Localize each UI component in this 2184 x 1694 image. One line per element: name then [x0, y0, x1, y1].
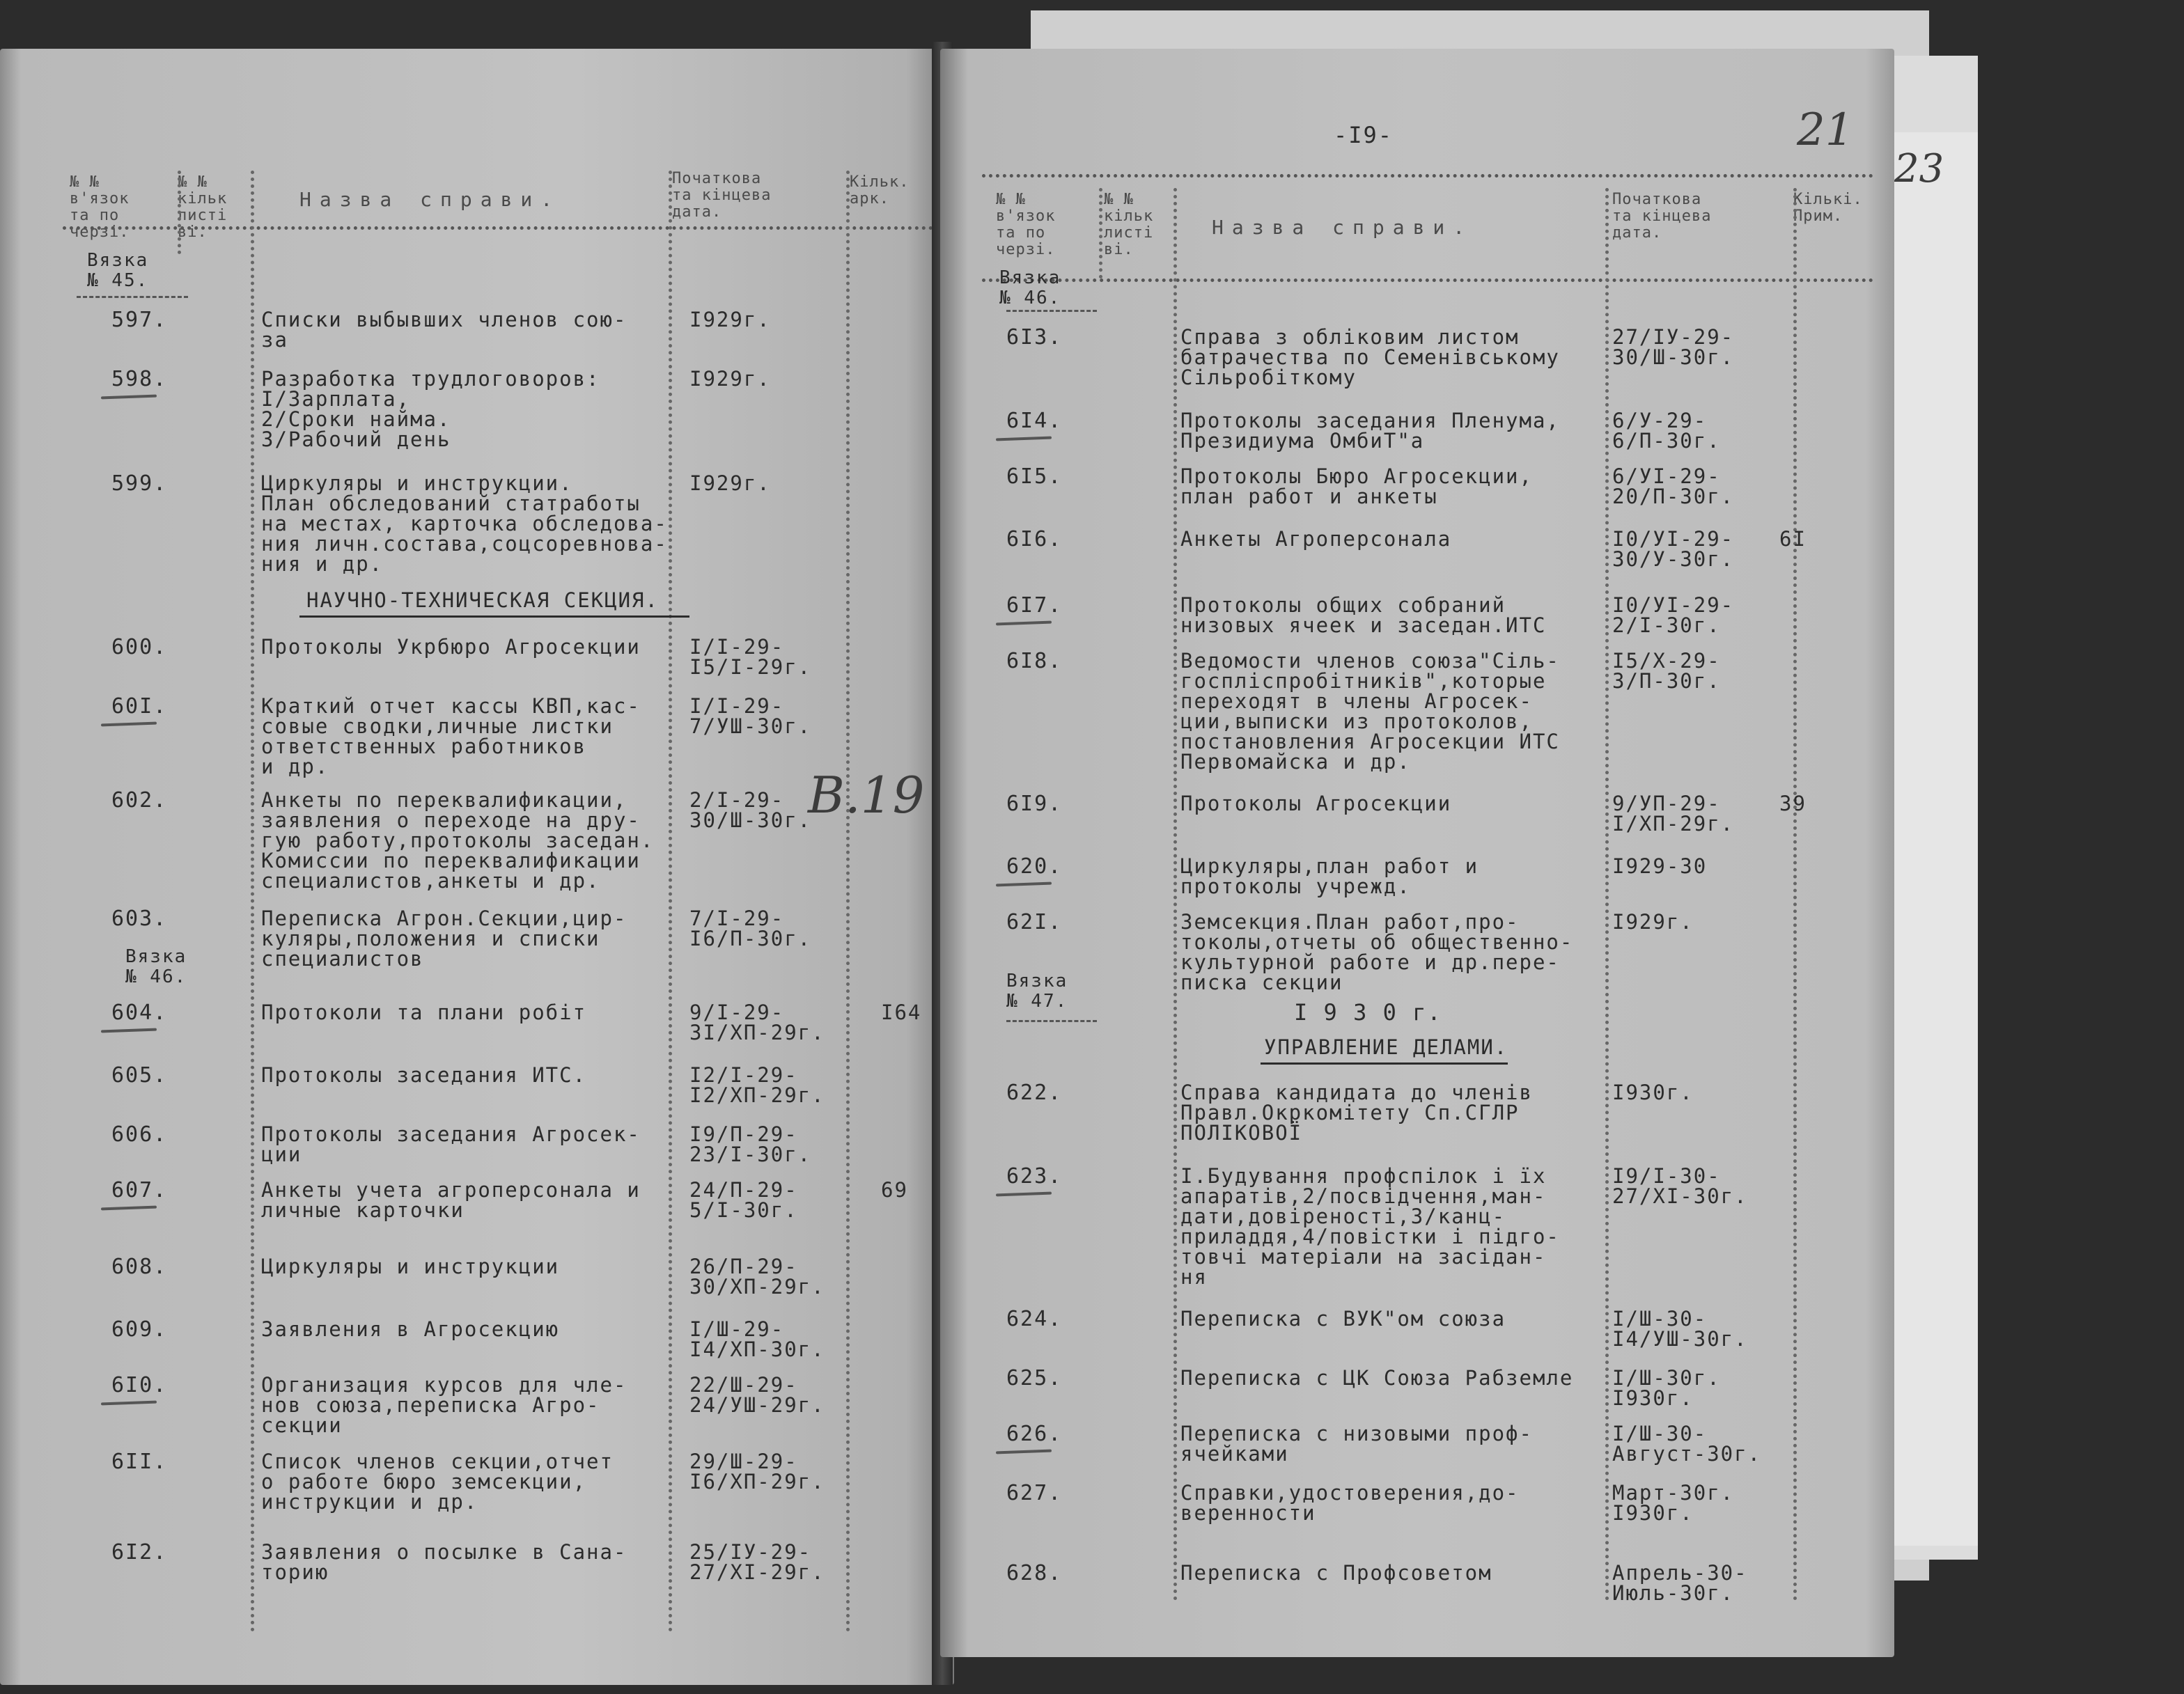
entry-title: Список членов секции,отчет о работе бюро земсекции, инструкции и др. [261, 1450, 614, 1514]
section-underline [299, 615, 689, 618]
entry-dates: I/I-29- 7/УШ-30г. [689, 694, 812, 738]
pencil-mark [101, 1401, 157, 1406]
header-separator [982, 279, 1873, 282]
entry-number: 62I. [1006, 910, 1063, 934]
entry-title: Анкеты Агроперсонала [1180, 527, 1452, 551]
entry-title: Циркуляры и инструкции. План обследований статработы на местах, карточка обследова- ния личн.состава,соцсоревнова- ния и др. [261, 471, 668, 576]
entry-dates: I9/П-29- 23/I-30г. [689, 1122, 812, 1166]
entry-dates: 7/I-29- I6/П-30г. [689, 907, 812, 950]
entry-number: 624. [1006, 1307, 1063, 1331]
entry-dates: I0/УI-29- 2/I-30г. [1612, 593, 1735, 637]
entry-title: Протоколи та плани робіт [261, 1001, 587, 1024]
header-sheets: Кількі. Прим. [1793, 191, 1863, 225]
entry-title: Протоколы Укрбюро Агросекции [261, 635, 641, 659]
year-title: I 9 3 0 г. [1294, 999, 1442, 1026]
entry-dates: I/Ш-29- I4/ХП-30г. [689, 1317, 825, 1361]
entry-number: 6I6. [1006, 527, 1063, 551]
section-underline [1261, 1062, 1508, 1065]
handwritten-side-ref: 23 [1894, 146, 1944, 191]
entry-dates: Апрель-30- Июль-30г. [1612, 1561, 1748, 1605]
bundle-label: Вязка № 46. [125, 946, 187, 987]
entry-number: 6I7. [1006, 593, 1063, 618]
entry-title: Земсекция.План работ,про- токолы,отчеты об общественно- культурной работе и др.пере- писка секции [1180, 910, 1574, 994]
header-dates: Початкова та кінцева дата. [672, 170, 772, 221]
entry-title: Протоколы Бюро Агросекции, план работ и анкеты [1180, 464, 1533, 508]
entry-number: 602. [111, 788, 168, 813]
entry-dates: 6/У-29- 6/П-30г. [1612, 409, 1721, 453]
entry-dates: I929г. [689, 308, 771, 331]
entry-number: 603. [111, 907, 168, 931]
entry-number: 625. [1006, 1366, 1063, 1390]
entry-number: 6II. [111, 1450, 168, 1474]
bundle-label: Вязка № 45. [87, 250, 149, 291]
entry-dates: 9/УП-29- I/ХП-29г. [1612, 792, 1735, 836]
entry-number: 623. [1006, 1164, 1063, 1189]
header-bundle-number: № № в'язок та по черзі. [70, 173, 130, 241]
entry-title: Переписка Агрон.Секции,цир- куляры,положения и списки специалистов [261, 907, 627, 971]
entry-number: 606. [111, 1122, 168, 1147]
pencil-mark [996, 437, 1052, 441]
entry-dates: 29/Ш-29- I6/ХП-29г. [689, 1450, 825, 1493]
entry-dates: I929г. [689, 471, 771, 495]
entry-number: 597. [111, 308, 168, 332]
entry-dates: 27/IУ-29- 30/Ш-30г. [1612, 325, 1735, 369]
column-divider [1605, 188, 1609, 1601]
entry-title: Организация курсов для чле- нов союза,переписка Агро- секции [261, 1373, 627, 1437]
entry-title: Разработка трудлоговоров: I/Зарплата, 2/Сроки найма. 3/Рабочий день [261, 367, 600, 451]
header-sheet-number: № № кільк листі ві. [1104, 191, 1154, 258]
entry-dates: I9/I-30- 27/ХI-30г. [1612, 1164, 1748, 1208]
section-title: УПРАВЛЕНИЕ ДЕЛАМИ. [1264, 1035, 1508, 1059]
bundle-separator [1006, 1020, 1097, 1022]
entry-number: 600. [111, 635, 168, 659]
pencil-mark [101, 722, 157, 727]
entry-title: Списки выбывших членов сою- за [261, 308, 627, 352]
bundle-label: Вязка № 46. [999, 267, 1061, 308]
entry-number: 6I4. [1006, 409, 1063, 433]
entry-title: Циркуляры,план работ и протоколы учрежд. [1180, 854, 1479, 898]
pencil-mark [101, 395, 157, 400]
header-bundle-number: № № в'язок та по черзі. [996, 191, 1056, 258]
entry-dates: 6/УI-29- 20/П-30г. [1612, 464, 1735, 508]
entry-title: Протоколы заседания Агросек- ции [261, 1122, 641, 1166]
entry-dates: I929г. [1612, 910, 1694, 934]
entry-title: Справки,удостоверения,до- веренности [1180, 1481, 1520, 1525]
column-divider [1099, 188, 1102, 279]
column-divider [251, 171, 254, 1633]
entry-dates: 26/П-29- 30/ХП-29г. [689, 1255, 825, 1299]
entry-number: 599. [111, 471, 168, 496]
header-case-title: Назва справи. [1212, 216, 1474, 239]
underlying-sheet [1880, 132, 1978, 1546]
entry-title: Ведомости членов союза"Сіль- госпліспробітників",которые переходят в члены Агросек- ции,выписки из протоколов, постановления Агросекции ИТС Первомайска и др. [1180, 649, 1560, 774]
column-divider [846, 171, 850, 1633]
entry-number: 598. [111, 367, 168, 391]
entry-dates: I/Ш-30- Август-30г. [1612, 1422, 1762, 1466]
entry-dates: I/Ш-30- I4/УШ-30г. [1612, 1307, 1748, 1351]
column-divider [1793, 188, 1797, 1601]
entry-number: 607. [111, 1178, 168, 1202]
entry-number: 6I5. [1006, 464, 1063, 489]
entry-number: 6I3. [1006, 325, 1063, 350]
entry-dates: 24/П-29- 5/I-30г. [689, 1178, 798, 1222]
entry-title: Краткий отчет кассы КВП,кас- совые сводки,личные листки ответственных работников и др. [261, 694, 641, 778]
header-case-title: Назва справи. [299, 188, 561, 211]
bundle-separator [77, 296, 188, 298]
entry-title: Заявления о посылке в Сана- торию [261, 1540, 627, 1584]
entry-number: 622. [1006, 1081, 1063, 1105]
entry-number: 609. [111, 1317, 168, 1342]
entry-title: Справа кандидата до членів Правл.Окркомітету Сп.СГЛР ПОЛІКОВОЇ [1180, 1081, 1533, 1145]
entry-sheets: 39 [1779, 792, 1807, 815]
entry-dates: I929-30 [1612, 854, 1708, 878]
header-dates: Початкова та кінцева дата. [1612, 191, 1712, 242]
entry-dates: 2/I-29- 30/Ш-30г. [689, 788, 812, 832]
right-page [940, 49, 1894, 1657]
entry-number: 6I2. [111, 1540, 168, 1564]
entry-dates: I929г. [689, 367, 771, 391]
section-title: НАУЧНО-ТЕХНИЧЕСКАЯ СЕКЦИЯ. [306, 588, 659, 612]
header-top-rule [982, 174, 1873, 178]
entry-title: Переписка с ЦК Союза Рабземле [1180, 1366, 1574, 1390]
pencil-mark [101, 1028, 157, 1033]
column-divider [669, 171, 672, 1633]
entry-title: Заявления в Агросекцию [261, 1317, 560, 1341]
entry-title: I.Будування профспілок і їх апаратів,2/посвідчення,ман- дати,довіреності,3/канц- приладдя,4/повістки і підго- товчі матеріали на засідан- ня [1180, 1164, 1560, 1289]
entry-title: Справа з обліковим листом батрачества по Семенівському Сільробіткому [1180, 325, 1560, 389]
entry-dates: 9/I-29- 3I/ХП-29г. [689, 1001, 825, 1044]
bundle-label: Вязка № 47. [1006, 971, 1068, 1012]
entry-dates: I5/Х-29- 3/П-30г. [1612, 649, 1721, 693]
entry-sheets: 69 [881, 1178, 908, 1202]
handwritten-margin-mark: В.19 [808, 766, 925, 824]
entry-sheets: I64 [881, 1001, 922, 1024]
entry-number: 60I. [111, 694, 168, 719]
entry-dates: Март-30г. I930г. [1612, 1481, 1735, 1525]
entry-number: 626. [1006, 1422, 1063, 1446]
entry-dates: I0/УI-29- 30/У-30г. [1612, 527, 1735, 571]
entry-number: 605. [111, 1063, 168, 1088]
entry-dates: I930г. [1612, 1081, 1694, 1104]
left-page [0, 49, 954, 1685]
entry-number: 620. [1006, 854, 1063, 879]
entry-title: Циркуляры и инструкции [261, 1255, 560, 1278]
entry-dates: I/I-29- I5/I-29г. [689, 635, 812, 679]
entry-title: Протоколы общих собраний низовых ячеек и заседан.ИТС [1180, 593, 1547, 637]
pencil-mark [996, 882, 1052, 887]
entry-dates: 25/IУ-29- 27/ХI-29г. [689, 1540, 825, 1584]
entry-dates: I2/I-29- I2/ХП-29г. [689, 1063, 825, 1107]
entry-title: Анкеты учета агроперсонала и личные карточки [261, 1178, 641, 1222]
entry-title: Переписка с низовыми проф- ячейками [1180, 1422, 1533, 1466]
entry-number: 627. [1006, 1481, 1063, 1505]
column-divider [178, 171, 181, 254]
pencil-mark [996, 1192, 1052, 1197]
pencil-mark [101, 1206, 157, 1211]
pencil-mark [996, 1450, 1052, 1454]
page-number: -I9- [1334, 122, 1394, 148]
bundle-separator [1006, 310, 1097, 312]
entry-title: Переписка с Профсоветом [1180, 1561, 1492, 1585]
entry-title: Протоколы заседания Пленума, Президиума ОмбиТ"а [1180, 409, 1560, 453]
entry-number: 6I8. [1006, 649, 1063, 673]
entry-number: 604. [111, 1001, 168, 1025]
entry-number: 608. [111, 1255, 168, 1279]
header-separator [63, 226, 933, 230]
entry-dates: 22/Ш-29- 24/УШ-29г. [689, 1373, 825, 1417]
header-sheet-number: № № кільк листі ві. [178, 173, 228, 241]
entry-number: 6I0. [111, 1373, 168, 1397]
entry-sheets: 6I [1779, 527, 1807, 551]
handwritten-page-ref: 21 [1797, 104, 1854, 156]
header-sheets: Кільк. арк. [850, 173, 910, 207]
entry-title: Протоколы заседания ИТС. [261, 1063, 587, 1087]
entry-title: Анкеты по переквалификации, заявления о переходе на дру- гую работу,протоколы заседан. Комиссии по переквалификации специалистов,анкеты и др. [261, 788, 655, 893]
entry-dates: I/Ш-30г. I930г. [1612, 1366, 1721, 1410]
entry-number: 628. [1006, 1561, 1063, 1585]
pencil-mark [996, 621, 1052, 626]
entry-number: 6I9. [1006, 792, 1063, 816]
entry-title: Протоколы Агросекции [1180, 792, 1452, 815]
column-divider [1173, 188, 1177, 1601]
entry-title: Переписка с ВУК"ом союза [1180, 1307, 1506, 1331]
